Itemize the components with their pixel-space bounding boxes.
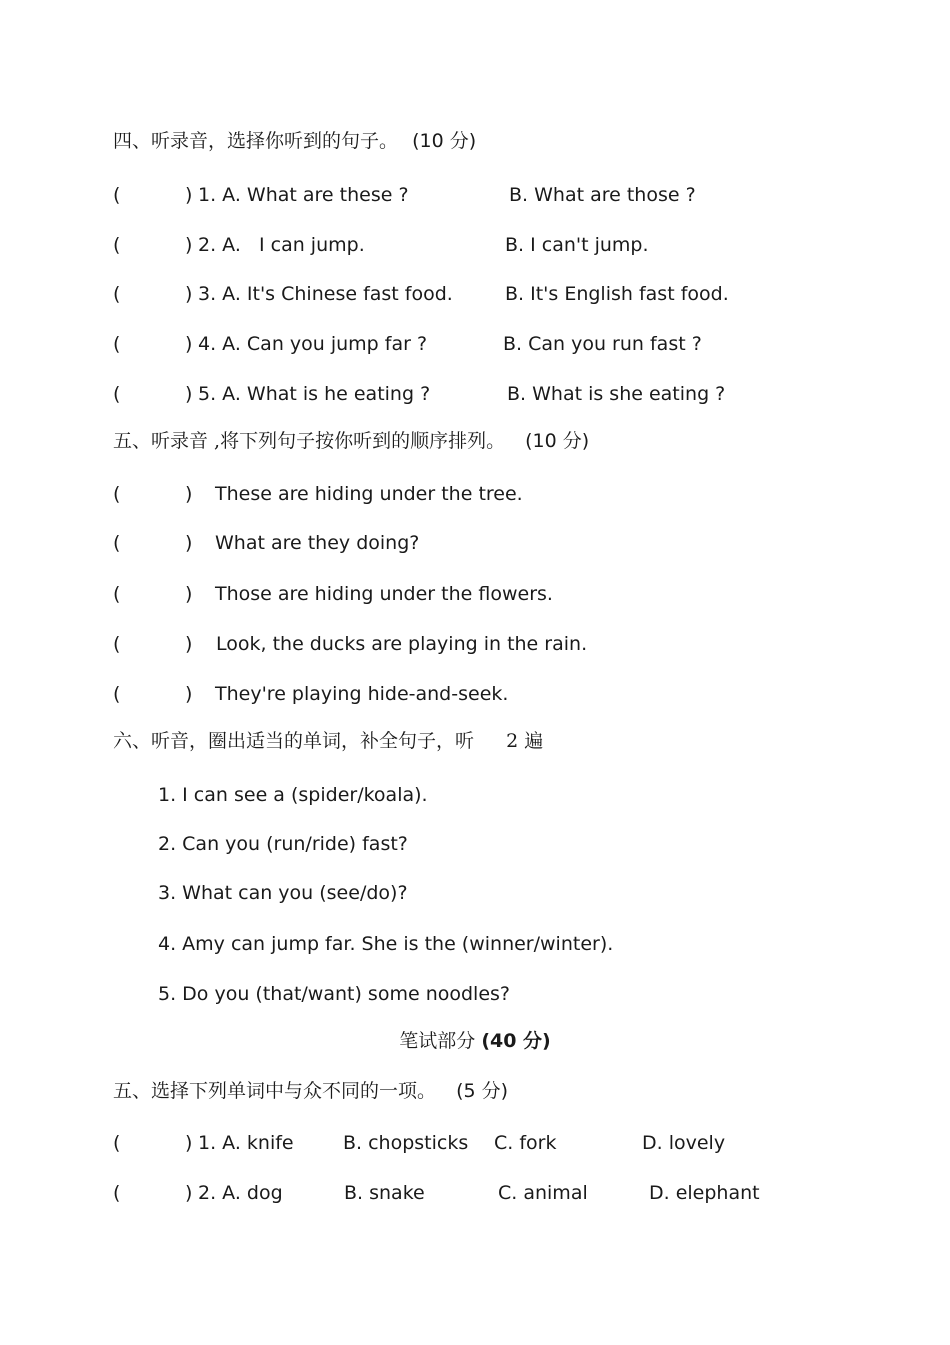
sentence: What are they doing?	[215, 532, 420, 554]
option-a: 2. A. dog	[198, 1182, 283, 1204]
sentence: These are hiding under the tree.	[215, 483, 523, 505]
answer-paren-open: (	[113, 683, 121, 705]
option-a: 2. A. I can jump.	[198, 234, 365, 256]
section-5-title: 五、听录音 ,将下列句子按你听到的顺序排列。	[113, 430, 506, 452]
answer-paren-open: (	[113, 184, 121, 206]
written-part-score: (40 分)	[481, 1030, 551, 1052]
section-6-title: 六、听音，圈出适当的单词，补全句子，听	[113, 730, 475, 752]
answer-paren-close: )	[185, 333, 193, 355]
sentence: They're playing hide-and-seek.	[215, 683, 509, 705]
answer-paren-open: (	[113, 333, 121, 355]
answer-paren-close: )	[185, 184, 193, 206]
answer-paren-open: (	[113, 483, 121, 505]
answer-paren-open: (	[113, 234, 121, 256]
option-b: B. What is she eating ?	[507, 383, 726, 405]
answer-paren-open: (	[113, 532, 121, 554]
sentence: Look, the ducks are playing in the rain.	[216, 633, 588, 655]
section-4-heading	[113, 129, 476, 153]
odd-one-out-score: (5 分)	[456, 1080, 509, 1102]
answer-paren-open: (	[113, 283, 121, 305]
option-a: 1. A. What are these ?	[198, 184, 409, 206]
fill-sentence: 2. Can you (run/ride) fast?	[158, 833, 408, 855]
answer-paren-close: )	[185, 583, 193, 605]
section-6-heading	[113, 729, 543, 753]
answer-paren-close: )	[185, 532, 193, 554]
written-part-label: 笔试部分	[399, 1030, 476, 1052]
answer-paren-open: (	[113, 383, 121, 405]
option-b: B. Can you run fast ?	[503, 333, 702, 355]
option-b: B. It's English fast food.	[505, 283, 729, 305]
option-b: B. chopsticks	[343, 1132, 469, 1154]
sentence: Those are hiding under the flowers.	[215, 583, 553, 605]
option-a: 1. A. knife	[198, 1132, 294, 1154]
option-c: C. animal	[498, 1182, 588, 1204]
odd-one-out-title: 五、选择下列单词中与众不同的一项。	[113, 1080, 437, 1102]
option-d: D. lovely	[642, 1132, 726, 1154]
fill-sentence: 1. I can see a (spider/koala).	[158, 784, 428, 806]
answer-paren-open: (	[113, 1132, 121, 1154]
fill-sentence: 3. What can you (see/do)?	[158, 882, 408, 904]
section-6-times: 2 遍	[506, 730, 544, 752]
written-part-title	[0, 1029, 950, 1053]
answer-paren-close: )	[185, 1182, 193, 1204]
fill-sentence: 4. Amy can jump far. She is the (winner/winter).	[158, 933, 614, 955]
fill-sentence: 5. Do you (that/want) some noodles?	[158, 983, 511, 1005]
option-a: 5. A. What is he eating ?	[198, 383, 431, 405]
option-a: 3. A. It's Chinese fast food.	[198, 283, 453, 305]
answer-paren-open: (	[113, 1182, 121, 1204]
option-c: C. fork	[494, 1132, 557, 1154]
section-5-score: (10 分)	[525, 430, 590, 452]
section-4-title: 四、听录音，选择你听到的句子。	[113, 130, 399, 152]
answer-paren-close: )	[185, 483, 193, 505]
section-4-score: (10 分)	[412, 130, 477, 152]
option-a: 4. A. Can you jump far ?	[198, 333, 428, 355]
option-d: D. elephant	[649, 1182, 760, 1204]
section-5-heading	[113, 429, 589, 453]
option-b: B. What are those ?	[509, 184, 696, 206]
answer-paren-close: )	[185, 383, 193, 405]
answer-paren-open: (	[113, 633, 121, 655]
answer-paren-open: (	[113, 583, 121, 605]
option-b: B. snake	[344, 1182, 425, 1204]
answer-paren-close: )	[185, 234, 193, 256]
answer-paren-close: )	[185, 1132, 193, 1154]
option-b: B. I can't jump.	[505, 234, 649, 256]
odd-one-out-heading	[113, 1079, 508, 1103]
answer-paren-close: )	[185, 683, 193, 705]
answer-paren-close: )	[185, 283, 193, 305]
answer-paren-close: )	[185, 633, 193, 655]
